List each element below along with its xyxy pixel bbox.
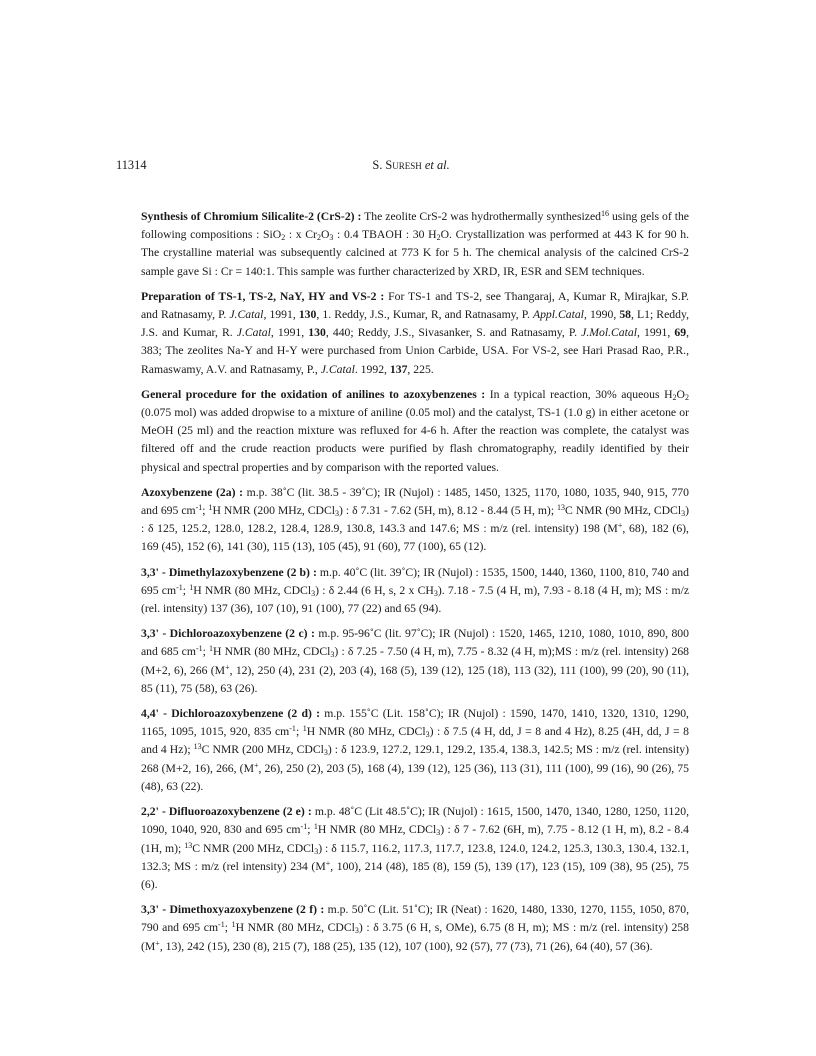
paragraph-crs2 [141,208,689,281]
paragraph-heading: Azoxybenzene (2a) : [141,485,244,499]
paragraph-text: m.p. 40˚C (lit. 39˚C); IR (Nujol) : 1535, 1500, 1440, 1360, 1100, 810, 740 and 695 $cm^{-1}$; $^1$H NMR (80 MHz, CDCl$_3$) : δ 2.44 (6 H, s, 2 x $CH_3$). 7.18 - 7.5 (4 H, m), 7.93 - 8.18 (4 H, m); MS : m/z (rel. intensity) 137 (36), 107 (10), 91 (100), 77 (22) and 65 (94). [141,565,690,616]
paragraph-2c [141,625,689,698]
paragraph-heading: 3,3' - Dimethoxyazoxybenzene (2 f) : [141,903,325,917]
running-head-author: S. Suresh [372,158,422,172]
paragraph-text: The zeolite CrS-2 was hydrothermally synthesized$^{16}$ using gels of the following compositions : SiO$_2$ : x $Cr_2O_3$ : 0.4 TBAOH : 30 $H_2O$. Crystallization was performed at 443 K for 90 h. The crystalline material was subsequently calcined at 773 K for 5 h. The chemical analysis of the calcined CrS-2 sample gave Si : Cr = 140:1. This sample was further characterized by XRD, IR, ESR and SEM techniques. [141,209,689,278]
running-head-et-al: et al. [424,158,450,172]
paragraph-2e [141,803,689,894]
paragraph-text: m.p. 38˚C (lit. 38.5 - 39˚C); IR (Nujol) : 1485, 1450, 1325, 1170, 1080, 1035, 940, 915, 770 and 695 $cm^{-1}$; $^1$H NMR (200 MHz, CDCl$_3$) : δ 7.31 - 7.62 (5H, m), 8.12 - 8.44 (5 H, m); $^{13}$C NMR (90 MHz, CDCl$_3$) : δ 125, 125.2, 128.0, 128.2, 128.4, 128.9, 130.8, 143.3 and 147.6; MS : m/z (rel. intensity) 198 (M+, 68), 182 (6), 169 (45), 152 (6), 141 (30), 115 (13), 105 (45), 91 (60), 77 (100), 65 (12). [141,485,690,554]
paragraph-heading: General procedure for the oxidation of anilines to azoxybenzenes : [141,387,486,401]
paragraph-2d [141,705,689,796]
paragraph-text: In a typical reaction, 30% aqueous $H_2O_2$ (0.075 mol) was added dropwise to a mixture of aniline (0.05 mol) and the catalyst, TS-1 (1.0 g) in either acetone or MeOH (25 ml) and the reaction mixture was refluxed for 4-6 h. After the reaction was complete, the catalyst was filtered off and the crude reaction products were purified by flash chromatography, readily identified by their physical and spectral properties and by comparison with the reported values. [141,387,689,474]
page-number: 11314 [116,158,147,172]
paragraph-heading: 2,2' - Difluoroazoxybenzene (2 e) : [141,805,312,819]
paragraph-text: For TS-1 and TS-2, see Thangaraj, A, Kumar R, Mirajkar, S.P. and Ratnasamy, P. J.Catal, 1991, 130, 1. Reddy, J.S., Kumar, R, and Ratnasamy, P. Appl.Catal, 1990, 58, L1; Reddy, J.S. and Kumar, R. J.Catal, 1991, 130, 440; Reddy, J.S., Sivasanker, S. and Ratnasamy, P. J.Mol.Catal, 1991, 69, 383; The zeolites Na-Y and H-Y were purchased from Union Carbide, USA. For VS-2, see Hari Prasad Rao, P.R., Ramaswamy, A.V. and Ratnasamy, P., J.Catal. 1992, 137, 225. [141,289,690,376]
page-header [116,158,706,176]
paragraph-heading: Synthesis of Chromium Silicalite-2 (CrS-2) : [141,210,362,223]
paragraph-2b [141,564,689,619]
article-body [141,208,689,963]
paragraph-ts1 [141,288,689,379]
paragraph-text: m.p. 50˚C (Lit. 51˚C); IR (Neat) : 1620, 1480, 1330, 1270, 1155, 1050, 870, 790 and 695 $cm^{-1}$; $^1$H NMR (80 MHz, CDCl$_3$) : δ 3.75 (6 H, s, OMe), 6.75 (8 H, m); MS : m/z (rel. intensity) 258 (M+, 13), 242 (15), 230 (8), 215 (7), 188 (25), 135 (12), 107 (100), 92 (57), 77 (73), 71 (26), 64 (40), 57 (36). [141,903,689,953]
paragraph-text: m.p. 155˚C (Lit. 158˚C); IR (Nujol) : 1590, 1470, 1410, 1320, 1310, 1290, 1165, 1095, 1015, 920, 835 $cm^{-1}$; $^1$H NMR (80 MHz, CDCl$_3$) : δ 7.5 (4 H, dd, J = 8 and 4 Hz), 8.25 (4H, dd, J = 8 and 4 Hz); $^{13}$C NMR (200 MHz, CDCl$_3$) : δ 123.9, 127.2, 129.1, 129.2, 135.4, 138.3, 142.5; MS : m/z (rel. intensity) 268 (M+2, 16), 266, (M+, 26), 250 (2), 203 (5), 168 (4), 139 (12), 125 (36), 113 (31), 111 (100), 99 (16), 90 (26), 75 (48), 63 (22). [141,707,689,793]
paragraph-text: m.p. 48˚C (Lit 48.5˚C); IR (Nujol) : 1615, 1500, 1470, 1340, 1280, 1250, 1120, 1090, 1040, 920, 830 and 695 $cm^{-1}$; $^1$H NMR (80 MHz, CDCl$_3$) : δ 7 - 7.62 (6H, m), 7.75 - 8.12 (1 H, m), 8.2 - 8.4 (1H, m); $^{13}$C NMR (200 MHz, CDCl$_3$) : δ 115.7, 116.2, 117.3, 117.7, 123.8, 124.0, 124.2, 125.3, 130.3, 130.4, 132.1, 132.3; MS : m/z (rel intensity) 234 (M+, 100), 214 (48), 185 (8), 159 (5), 139 (17), 123 (15), 109 (38), 95 (25), 75 (6). [141,805,690,891]
paragraph-2f [141,901,689,956]
paragraph-heading: 3,3' - Dichloroazoxybenzene (2 c) : [141,627,315,641]
paragraph-heading: 4,4' - Dichloroazoxybenzene (2 d) : [141,707,321,721]
paragraph-heading: Preparation of TS-1, TS-2, NaY, HY and VS-2 : [141,289,385,303]
paragraph-2a [141,484,689,557]
paragraph-general [141,386,689,477]
paragraph-text: m.p. 95-96˚C (lit. 97˚C); IR (Nujol) : 1520, 1465, 1210, 1080, 1010, 890, 800 and 685 $cm^{-1}$; $^1$H NMR (80 MHz, CDCl$_3$) : δ 7.25 - 7.50 (4 H, m), 7.75 - 8.32 (4 H, m);MS : m/z (rel. intensity) 268 (M+2, 6), 266 (M+, 12), 250 (4), 231 (2), 203 (4), 168 (5), 139 (12), 125 (18), 113 (32), 111 (100), 99 (20), 90 (11), 85 (11), 75 (58), 63 (26). [141,627,690,695]
paragraph-heading: 3,3' - Dimethylazoxybenzene (2 b) : [141,565,317,579]
running-head [116,158,706,173]
